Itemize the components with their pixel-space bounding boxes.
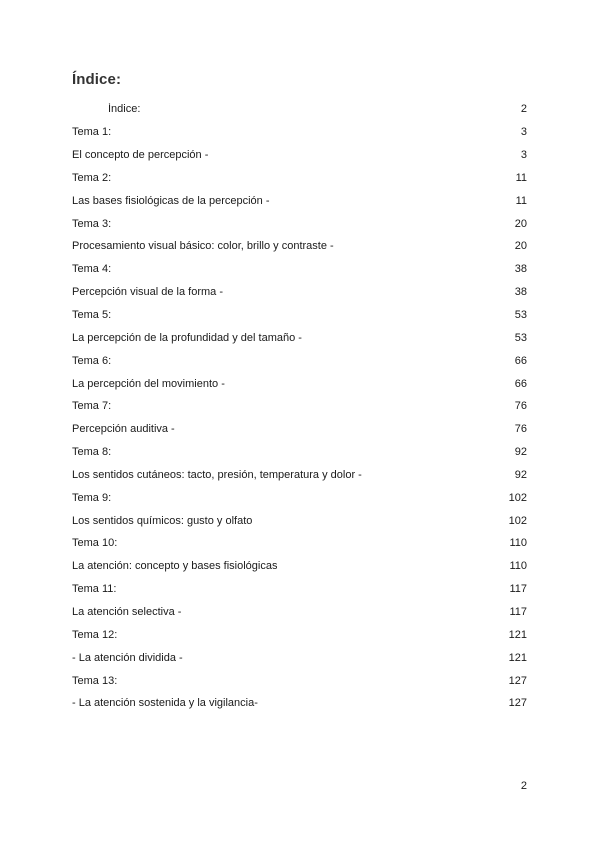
toc-entry-page-number: 110	[509, 537, 527, 550]
toc-entry[interactable]	[72, 326, 527, 349]
toc-entry-label: Tema 9:	[72, 491, 112, 504]
toc-entry-label: El concepto de percepción -	[72, 149, 209, 162]
toc-entry-label: Tema 8:	[72, 446, 112, 459]
toc-entry-page-number: 117	[509, 605, 527, 618]
toc-entry-label: Tema 3:	[72, 217, 112, 230]
toc-entry-page-number: 38	[514, 286, 527, 299]
toc-entry[interactable]	[72, 395, 527, 418]
toc-entry-label: Tema 11:	[72, 583, 117, 596]
toc-entry-page-number: 76	[514, 400, 527, 413]
toc-entry-page-number: 121	[508, 651, 527, 664]
toc-entry-label: Percepción auditiva -	[72, 423, 175, 436]
toc-entry[interactable]	[72, 601, 527, 624]
toc-entry[interactable]	[72, 441, 527, 464]
toc-entry[interactable]	[72, 281, 527, 304]
toc-entry[interactable]	[72, 98, 527, 121]
toc-entry[interactable]	[72, 486, 527, 509]
toc-entry-page-number: 66	[514, 354, 527, 367]
toc-entry[interactable]	[72, 532, 527, 555]
toc-entry-page-number: 92	[514, 446, 527, 459]
toc-entry[interactable]	[72, 418, 527, 441]
toc-entry-page-number: 110	[509, 560, 527, 573]
toc-entry[interactable]	[72, 349, 527, 372]
toc-entry-label: - La atención dividida -	[72, 651, 183, 664]
toc-entry-label: Tema 6:	[72, 354, 112, 367]
toc-entry[interactable]	[72, 646, 527, 669]
toc-entry-page-number: 53	[514, 309, 527, 322]
toc-entry-label: Índice:	[108, 103, 141, 116]
toc-entry-label: Procesamiento visual básico: color, brillo y contraste -	[72, 240, 334, 253]
table-of-contents	[72, 98, 527, 715]
toc-entry[interactable]	[72, 623, 527, 646]
toc-entry[interactable]	[72, 692, 527, 715]
toc-entry-page-number: 121	[508, 628, 527, 641]
toc-entry[interactable]	[72, 258, 527, 281]
toc-entry-page-number: 102	[508, 491, 527, 504]
toc-entry-page-number: 2	[520, 103, 527, 116]
toc-entry-label: Las bases fisiológicas de la percepción -	[72, 194, 270, 207]
toc-entry-page-number: 20	[514, 240, 527, 253]
toc-entry-page-number: 117	[509, 583, 527, 596]
toc-entry-label: - La atención sostenida y la vigilancia-	[72, 697, 258, 710]
toc-entry-label: La percepción del movimiento -	[72, 377, 225, 390]
page-title: Índice:	[72, 71, 122, 88]
footer-page-number: 2	[520, 780, 527, 792]
toc-entry[interactable]	[72, 669, 527, 692]
toc-entry-label: Tema 1:	[72, 126, 112, 139]
toc-entry-label: La atención: concepto y bases fisiológicas	[72, 560, 278, 573]
toc-entry[interactable]	[72, 189, 527, 212]
toc-entry-label: Tema 10:	[72, 537, 118, 550]
toc-entry-label: Tema 12:	[72, 628, 118, 641]
toc-entry[interactable]	[72, 509, 527, 532]
toc-entry-label: Tema 5:	[72, 309, 112, 322]
toc-entry-label: La atención selectiva -	[72, 605, 182, 618]
toc-entry[interactable]	[72, 555, 527, 578]
toc-entry-label: Los sentidos cutáneos: tacto, presión, temperatura y dolor -	[72, 468, 362, 481]
toc-entry-page-number: 20	[514, 217, 527, 230]
toc-entry-label: Tema 13:	[72, 674, 118, 687]
toc-entry[interactable]	[72, 235, 527, 258]
toc-entry[interactable]	[72, 144, 527, 167]
toc-entry-page-number: 127	[508, 674, 527, 687]
toc-entry-page-number: 11	[515, 171, 527, 184]
toc-entry-label: Percepción visual de la forma -	[72, 286, 224, 299]
toc-entry-page-number: 127	[508, 697, 527, 710]
toc-entry[interactable]	[72, 167, 527, 190]
toc-entry-page-number: 102	[508, 514, 527, 527]
toc-entry-page-number: 3	[520, 126, 527, 139]
toc-entry[interactable]	[72, 304, 527, 327]
toc-entry-page-number: 11	[515, 194, 527, 207]
toc-entry-page-number: 76	[514, 423, 527, 436]
toc-entry[interactable]	[72, 212, 527, 235]
toc-entry[interactable]	[72, 121, 527, 144]
toc-entry-label: Los sentidos químicos: gusto y olfato	[72, 514, 253, 527]
toc-entry-page-number: 38	[514, 263, 527, 276]
toc-entry-page-number: 53	[514, 331, 527, 344]
toc-entry[interactable]	[72, 464, 527, 487]
toc-entry[interactable]	[72, 372, 527, 395]
toc-entry-label: Tema 2:	[72, 171, 112, 184]
toc-entry-page-number: 3	[520, 149, 527, 162]
toc-entry-label: Tema 4:	[72, 263, 112, 276]
toc-entry-page-number: 92	[514, 468, 527, 481]
toc-entry[interactable]	[72, 578, 527, 601]
toc-entry-page-number: 66	[514, 377, 527, 390]
toc-entry-label: La percepción de la profundidad y del tamaño -	[72, 331, 302, 344]
toc-entry-label: Tema 7:	[72, 400, 112, 413]
